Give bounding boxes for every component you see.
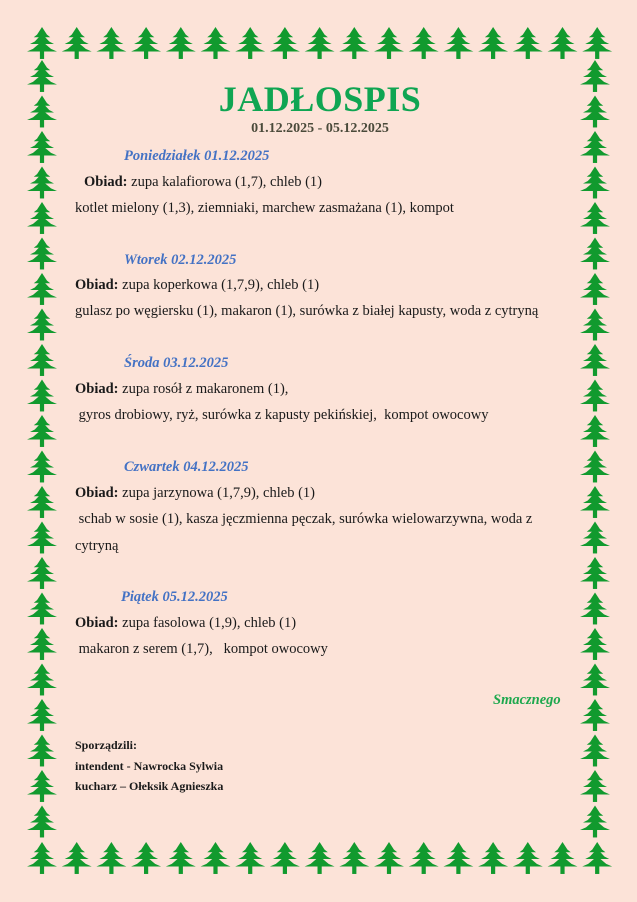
christmas-tree-icon bbox=[582, 842, 612, 874]
christmas-tree-icon bbox=[374, 27, 404, 59]
christmas-tree-icon bbox=[443, 842, 473, 874]
christmas-tree-icon bbox=[409, 27, 439, 59]
obiad-label: Obiad: bbox=[84, 174, 128, 190]
main-dish-friday: makaron z serem (1,7), kompot owocowy bbox=[75, 641, 328, 657]
signature-cook: kucharz – Ołeksik Agnieszka bbox=[75, 779, 224, 793]
christmas-tree-icon bbox=[580, 735, 610, 767]
main-dish-thursday: schab w sosie (1), kasza jęczmienna pęczak, surówka wielowarzywna, woda z bbox=[75, 511, 533, 527]
christmas-tree-icon bbox=[27, 628, 57, 660]
christmas-tree-icon bbox=[374, 842, 404, 874]
christmas-tree-icon bbox=[580, 593, 610, 625]
soup-text: zupa kalafiorowa (1,7), chleb (1) bbox=[131, 174, 322, 190]
christmas-tree-icon bbox=[548, 842, 578, 874]
christmas-tree-icon bbox=[305, 842, 335, 874]
day-header-thursday: Czwartek 04.12.2025 bbox=[124, 459, 249, 475]
christmas-tree-icon bbox=[27, 273, 57, 305]
christmas-tree-icon bbox=[27, 27, 57, 59]
christmas-tree-icon bbox=[580, 380, 610, 412]
christmas-tree-icon bbox=[580, 770, 610, 802]
christmas-tree-icon bbox=[96, 842, 126, 874]
christmas-tree-icon bbox=[27, 842, 57, 874]
obiad-label: Obiad: bbox=[75, 615, 119, 631]
christmas-tree-icon bbox=[131, 27, 161, 59]
christmas-tree-icon bbox=[580, 415, 610, 447]
christmas-tree-icon bbox=[580, 344, 610, 376]
christmas-tree-icon bbox=[27, 664, 57, 696]
christmas-tree-icon bbox=[580, 806, 610, 838]
signature-intendent: intendent - Nawrocka Sylwia bbox=[75, 759, 224, 773]
christmas-tree-icon bbox=[235, 842, 265, 874]
christmas-tree-icon bbox=[580, 309, 610, 341]
lunch-line-wednesday bbox=[75, 381, 288, 398]
christmas-tree-icon bbox=[478, 842, 508, 874]
main-dish-thursday-cont: cytryną bbox=[75, 538, 119, 554]
page-title: JADŁOSPIS bbox=[218, 79, 422, 119]
day-header-wednesday: Środa 03.12.2025 bbox=[124, 355, 229, 371]
soup-text: zupa jarzynowa (1,7,9), chleb (1) bbox=[122, 485, 315, 501]
day-header-friday: Piątek 05.12.2025 bbox=[121, 589, 228, 605]
christmas-tree-icon bbox=[580, 96, 610, 128]
lunch-line-friday bbox=[75, 615, 296, 632]
christmas-tree-icon bbox=[580, 60, 610, 92]
christmas-tree-icon bbox=[62, 842, 92, 874]
christmas-tree-icon bbox=[409, 842, 439, 874]
lunch-line-thursday bbox=[75, 485, 315, 502]
christmas-tree-icon bbox=[580, 451, 610, 483]
lunch-line-tuesday bbox=[75, 277, 319, 294]
christmas-tree-icon bbox=[339, 27, 369, 59]
signatures-heading: Sporządzili: bbox=[75, 738, 137, 752]
main-dish-monday: kotlet mielony (1,3), ziemniaki, marchew zasmażana (1), kompot bbox=[75, 200, 454, 216]
christmas-tree-icon bbox=[27, 238, 57, 270]
christmas-tree-icon bbox=[27, 202, 57, 234]
christmas-tree-icon bbox=[166, 27, 196, 59]
main-dish-wednesday: gyros drobiowy, ryż, surówka z kapusty pekińskiej, kompot owocowy bbox=[75, 407, 489, 423]
christmas-tree-icon bbox=[270, 27, 300, 59]
christmas-tree-icon bbox=[548, 27, 578, 59]
christmas-tree-icon bbox=[580, 699, 610, 731]
christmas-tree-icon bbox=[27, 522, 57, 554]
day-header-monday: Poniedziałek 01.12.2025 bbox=[124, 148, 270, 164]
soup-text: zupa fasolowa (1,9), chleb (1) bbox=[122, 615, 297, 631]
closing-text: Smacznego bbox=[493, 692, 561, 708]
christmas-tree-icon bbox=[96, 27, 126, 59]
christmas-tree-icon bbox=[580, 238, 610, 270]
christmas-tree-icon bbox=[513, 27, 543, 59]
christmas-tree-icon bbox=[580, 557, 610, 589]
christmas-tree-icon bbox=[27, 131, 57, 163]
christmas-tree-icon bbox=[27, 344, 57, 376]
christmas-tree-icon bbox=[62, 27, 92, 59]
christmas-tree-icon bbox=[27, 699, 57, 731]
christmas-tree-icon bbox=[580, 664, 610, 696]
christmas-tree-icon bbox=[27, 557, 57, 589]
soup-text: zupa koperkowa (1,7,9), chleb (1) bbox=[122, 277, 320, 293]
day-header-tuesday: Wtorek 02.12.2025 bbox=[124, 252, 237, 268]
christmas-tree-icon bbox=[580, 486, 610, 518]
christmas-tree-icon bbox=[27, 735, 57, 767]
christmas-tree-icon bbox=[270, 842, 300, 874]
obiad-label: Obiad: bbox=[75, 485, 119, 501]
christmas-tree-icon bbox=[443, 27, 473, 59]
christmas-tree-icon bbox=[201, 842, 231, 874]
christmas-tree-icon bbox=[580, 167, 610, 199]
christmas-tree-icon bbox=[580, 273, 610, 305]
lunch-line-monday bbox=[84, 174, 322, 191]
christmas-tree-icon bbox=[27, 167, 57, 199]
christmas-tree-icon bbox=[27, 770, 57, 802]
christmas-tree-icon bbox=[513, 842, 543, 874]
christmas-tree-icon bbox=[27, 96, 57, 128]
christmas-tree-icon bbox=[27, 60, 57, 92]
christmas-tree-icon bbox=[27, 806, 57, 838]
christmas-tree-icon bbox=[27, 380, 57, 412]
obiad-label: Obiad: bbox=[75, 277, 119, 293]
obiad-label: Obiad: bbox=[75, 381, 119, 397]
christmas-tree-icon bbox=[27, 486, 57, 518]
christmas-tree-icon bbox=[305, 27, 335, 59]
christmas-tree-icon bbox=[201, 27, 231, 59]
christmas-tree-icon bbox=[580, 131, 610, 163]
christmas-tree-icon bbox=[131, 842, 161, 874]
christmas-tree-icon bbox=[580, 522, 610, 554]
christmas-tree-icon bbox=[166, 842, 196, 874]
main-dish-tuesday: gulasz po węgiersku (1), makaron (1), surówka z białej kapusty, woda z cytryną bbox=[75, 303, 539, 319]
soup-text: zupa rosół z makaronem (1), bbox=[122, 381, 289, 397]
christmas-tree-icon bbox=[27, 309, 57, 341]
christmas-tree-icon bbox=[580, 202, 610, 234]
christmas-tree-icon bbox=[27, 451, 57, 483]
christmas-tree-icon bbox=[339, 842, 369, 874]
christmas-tree-icon bbox=[235, 27, 265, 59]
christmas-tree-icon bbox=[580, 628, 610, 660]
christmas-tree-icon bbox=[27, 593, 57, 625]
christmas-tree-icon bbox=[582, 27, 612, 59]
date-range: 01.12.2025 - 05.12.2025 bbox=[251, 121, 389, 136]
christmas-tree-icon bbox=[27, 415, 57, 447]
christmas-tree-icon bbox=[478, 27, 508, 59]
